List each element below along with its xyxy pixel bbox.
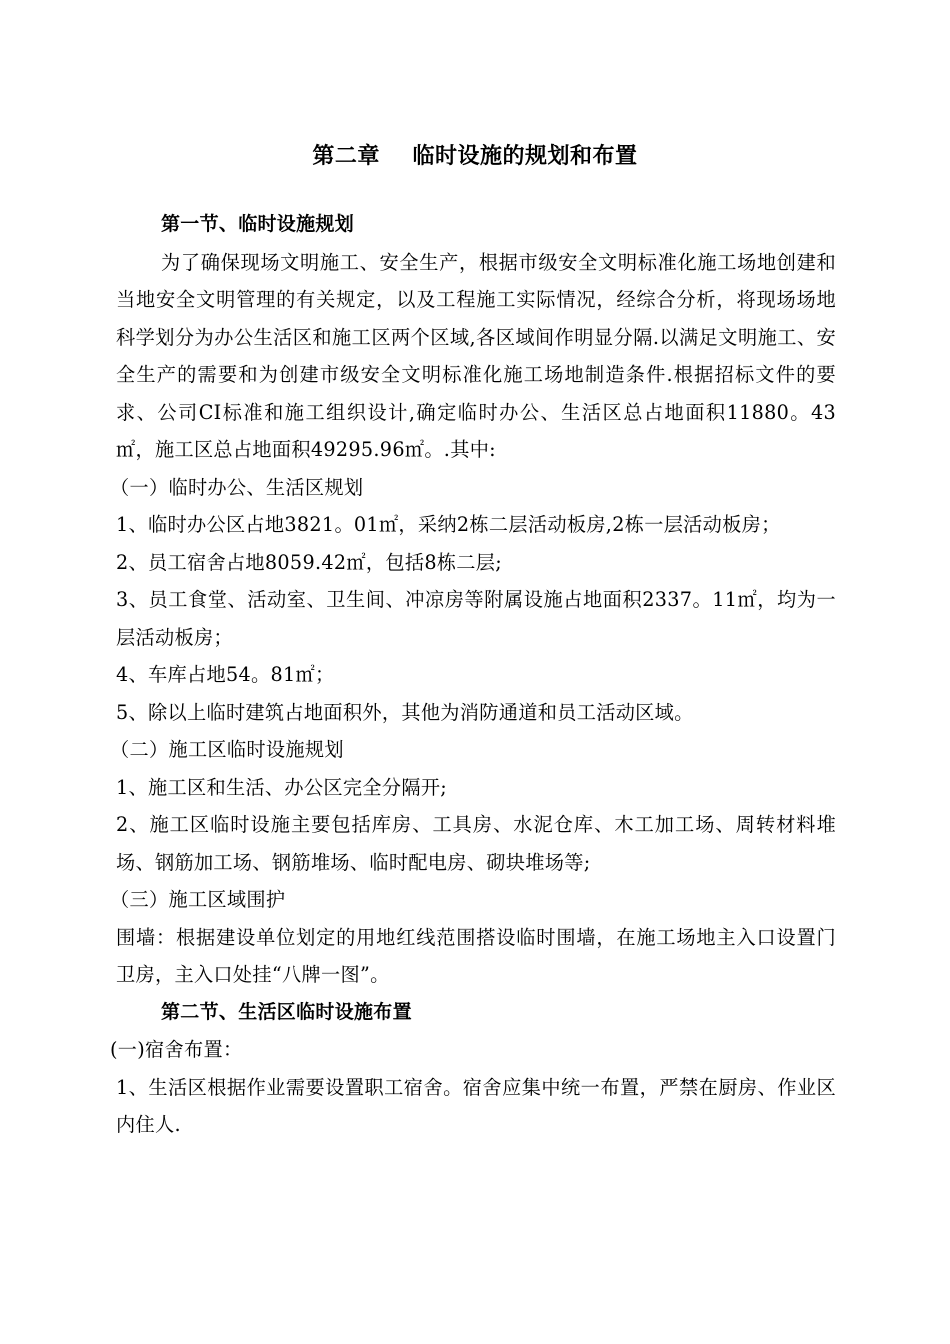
document-body xyxy=(110,206,836,1144)
section-heading-1: 第一节、临时设施规划 xyxy=(161,213,355,235)
list-item: 1、临时办公区占地3821。01㎡，采纳2栋二层活动板房,2栋一层活动板房； xyxy=(116,513,781,536)
chapter-title: 第二章 临时设施的规划和布置 xyxy=(312,144,638,169)
list-item: 1、生活区根据作业需要设置职工宿舍。宿舍应集中统一布置，严禁在厨房、作业区内住人. xyxy=(116,1075,836,1136)
subsection-heading-1: （一）临时办公、生活区规划 xyxy=(110,475,364,499)
list-item: 1、施工区和生活、办公区完全分隔开; xyxy=(116,775,448,799)
list-item: 5、除以上临时建筑占地面积外，其他为消防通道和员工活动区域。 xyxy=(116,700,694,724)
enclosure-paragraph: 围墙：根据建设单位划定的用地红线范围搭设临时围墙，在施工场地主入口设置门卫房，主入口处挂“八牌一图”。 xyxy=(116,925,836,986)
subsection-heading-4: (一)宿舍布置： xyxy=(110,1038,243,1061)
subsection-heading-2: （二）施工区临时设施规划 xyxy=(110,738,344,761)
list-item: 4、车库占地54。81㎡； xyxy=(116,663,335,686)
list-item: 2、员工宿舍占地8059.42㎡，包括8栋二层; xyxy=(116,550,503,574)
list-item: 3、员工食堂、活动室、卫生间、冲凉房等附属设施占地面积2337。11㎡，均为一层活动板房； xyxy=(116,588,836,649)
subsection-heading-3: （三）施工区域围护 xyxy=(110,888,286,911)
section1-intro-paragraph: 为了确保现场文明施工、安全生产，根据市级安全文明标准化施工场地创建和当地安全文明管理的有关规定，以及工程施工实际情况，经综合分析，将现场场地科学划分为办公生活区和施工区两个区域,各区域间作明显分隔.以满足文明施工、安全生产的需要和为创建市级安全文明标准化施工场地制造条件.根据招标文件的要求、公司CI标准和施工组织设计,确定临时办公、生活区总占地面积11880。43㎡，施工区总占地面积49295.96㎡。.其中: xyxy=(116,250,836,461)
list-item: 2、施工区临时设施主要包括库房、工具房、水泥仓库、木工加工场、周转材料堆场、钢筋加工场、钢筋堆场、临时配电房、砌块堆场等; xyxy=(116,813,836,874)
section-heading-2: 第二节、生活区临时设施布置 xyxy=(161,1000,412,1023)
